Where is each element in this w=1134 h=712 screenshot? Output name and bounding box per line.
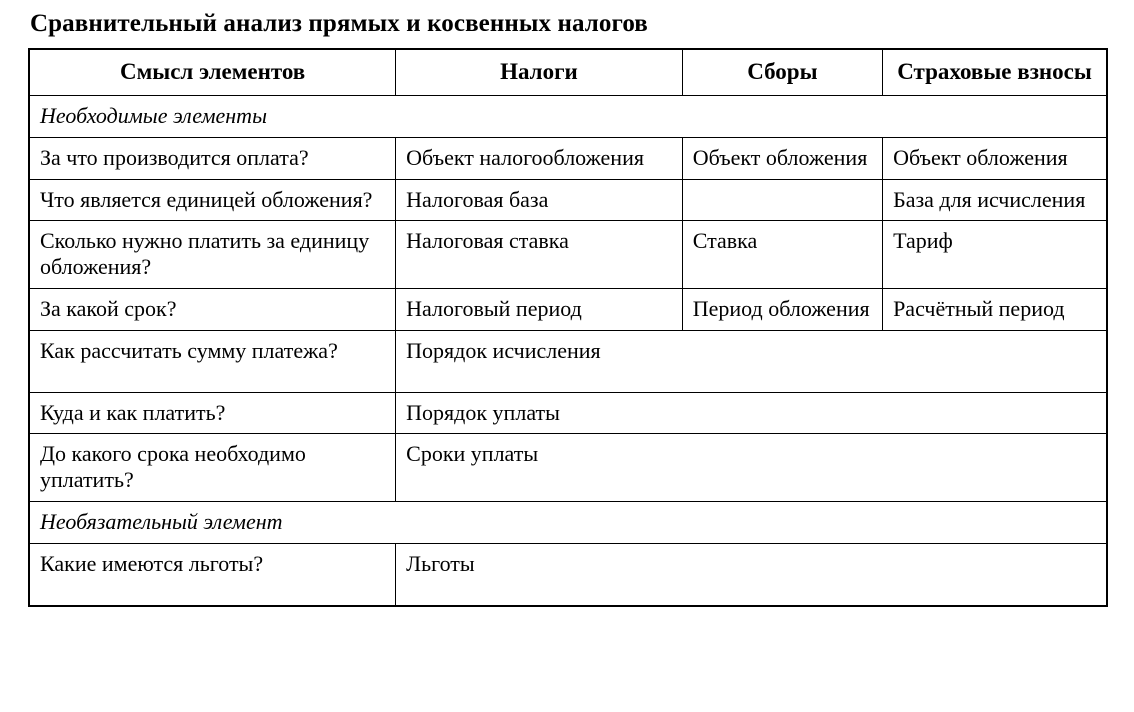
table-header	[29, 49, 1107, 96]
row-insurance: Тариф	[883, 221, 1107, 288]
row-question: Что является единицей обложения?	[29, 179, 396, 221]
row-question: До какого срока необходимо уплатить?	[29, 434, 396, 501]
row-fees: Ставка	[682, 221, 882, 288]
row-question: За что производится оплата?	[29, 137, 396, 179]
table-row	[29, 288, 1107, 330]
row-fees: Период обложения	[682, 288, 882, 330]
row-question: Как рассчитать сумму платежа?	[29, 330, 396, 392]
row-taxes: Льготы	[396, 543, 1107, 606]
table-row	[29, 179, 1107, 221]
table-row	[29, 392, 1107, 434]
row-insurance: База для исчисления	[883, 179, 1107, 221]
row-taxes: Налоговая база	[396, 179, 683, 221]
row-fees	[682, 179, 882, 221]
row-taxes: Объект налогообложения	[396, 137, 683, 179]
row-taxes: Порядок исчисления	[396, 330, 1107, 392]
row-insurance: Объект обложения	[883, 137, 1107, 179]
page-title: Сравнительный анализ прямых и косвенных налогов	[30, 10, 648, 37]
row-taxes: Порядок уплаты	[396, 392, 1107, 434]
table-row	[29, 137, 1107, 179]
column-header-taxes: Налоги	[396, 49, 683, 96]
column-header-meaning: Смысл элементов	[29, 49, 396, 96]
section-header-row	[29, 96, 1107, 138]
row-fees: Объект обложения	[682, 137, 882, 179]
table-row	[29, 221, 1107, 288]
row-taxes: Налоговая ставка	[396, 221, 683, 288]
table-row	[29, 543, 1107, 606]
comparison-table	[28, 48, 1108, 607]
row-question: Сколько нужно платить за единицу обложения?	[29, 221, 396, 288]
row-insurance: Расчётный период	[883, 288, 1107, 330]
section-header-row	[29, 501, 1107, 543]
table-header-row	[29, 49, 1107, 96]
column-header-insurance: Страховые взносы	[883, 49, 1107, 96]
row-question: Какие имеются льготы?	[29, 543, 396, 606]
column-header-fees: Сборы	[682, 49, 882, 96]
section-title-required: Необходимые элементы	[29, 96, 1107, 138]
row-question: Куда и как платить?	[29, 392, 396, 434]
row-question: За какой срок?	[29, 288, 396, 330]
table-row	[29, 434, 1107, 501]
row-taxes: Сроки уплаты	[396, 434, 1107, 501]
section-title-optional: Необязательный элемент	[29, 501, 1107, 543]
table-body	[29, 96, 1107, 606]
row-taxes: Налоговый период	[396, 288, 683, 330]
table-row	[29, 330, 1107, 392]
